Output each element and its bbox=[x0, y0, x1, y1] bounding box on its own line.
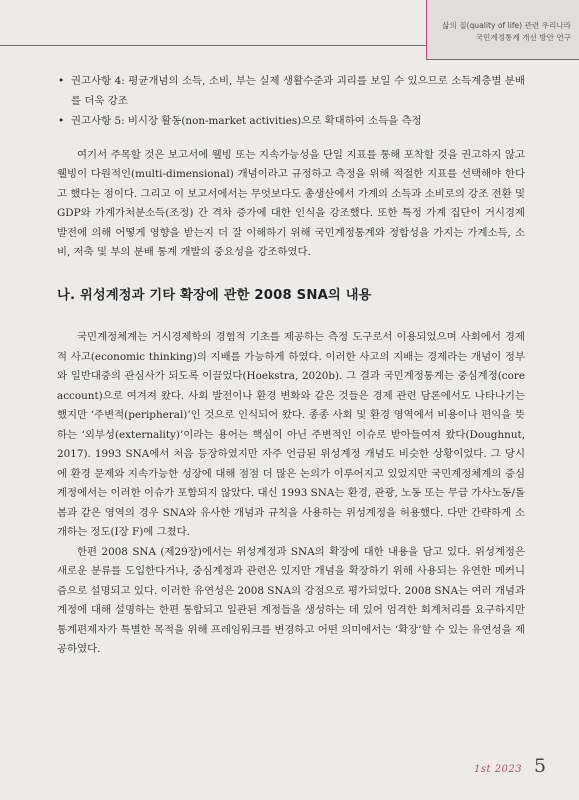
running-header-rule bbox=[0, 45, 426, 46]
footer-journal-issue: 1st 2023 bbox=[474, 764, 523, 775]
bullet-item-recommendation-5: • 권고사항 5: 비시장 활동(non-market activities)으로 확대하여 소득을 측정 bbox=[57, 112, 525, 132]
running-header-line2: 국민계정통계 개선 방안 연구 bbox=[475, 33, 571, 42]
section-heading: 나. 위성계정과 기타 확장에 관한 2008 SNA의 내용 bbox=[57, 287, 372, 303]
bullet-item-recommendation-4: • 권고사항 4: 평균개념의 소득, 소비, 부는 실제 생활수준과 괴리를 보일 수 있으므로 소득계층별 분배를 더욱 강조 bbox=[57, 72, 525, 111]
paragraph-national-accounts: 국민계정체계는 거시경제학의 경험적 기초를 제공하는 측정 도구로서 이용되었으며 사회에서 경제적 사고(economic thinking)의 지배를 가능하게 하였다. 이러한 사고의 지배는 경제라는 개념이 정부와 일반대중의 관심사가 되도록 이끌었다(Hoekstra, 2020b). 그 결과 국민계정통계는 중심계정(core account)으로 여겨져 왔다. 사회 발전이나 환경 변화와 같은 것들은 경제 관련 담론에서도 나타나기는 했지만 ‘주변적(peripheral)’인 것으로 인식되어 왔다. 종종 사회 및 환경 영역에서 비용이나 편익을 뜻하는 ‘외부성(externality)’이라는 용어는 핵심이 아닌 주변적인 이슈로 받아들여져 왔다(Doughnut, 2017). 1993 SNA에서 처음 등장하였지만 자주 언급된 위성계정 개념도 비슷한 상황이었다. 그 당시에 환경 문제와 지속가능한 성장에 대해 점점 더 많은 논의가 이루어지고 있었지만 국민계정체계의 중심계정에서는 이러한 이슈가 포함되지 않았다. 대신 1993 SNA는 환경, 관광, 노동 또는 무급 가사노동/돌봄과 같은 영역의 경우 SNA와 유사한 개념과 규칙을 사용하는 위성계정을 허용했다. 다만 간략하게 소개하는 정도(I장 F)에 그쳤다. bbox=[57, 331, 525, 538]
body-content bbox=[57, 72, 525, 660]
paragraph-2008-sna: 한편 2008 SNA (제29장)에서는 위성계정과 SNA의 확장에 대한 내용을 담고 있다. 위성계정은 새로운 분류를 도입한다거나, 중심계정과 관련은 있지만 개념을 확장하기 위해 사용되는 유연한 메커니즘으로 설명되고 있다. 이러한 유연성은 2008 SNA의 강점으로 평가되었다. 2008 SNA는 여러 개념과 계정에 대해 설명하는 한편 통합되고 일관된 계정들을 생성하는 데 있어 엄격한 회계처리를 요구하지만 통계편제자가 특별한 목적을 위해 프레임워크를 변경하고 어떤 의미에서는 ‘확장’할 수 있는 유연성을 제공하였다. bbox=[57, 545, 525, 655]
running-header bbox=[426, 0, 579, 60]
page-number: 5 bbox=[534, 755, 547, 777]
paragraph-report-focus: 여기서 주목할 것은 보고서에 웰빙 또는 지속가능성을 단일 지표를 통해 포착할 것을 권고하지 않고 웰빙이 다원적인(multi-dimensional) 개념이라고 규정하고 측정을 위해 적절한 지표를 선택해야 한다고 했다는 점이다. 그리고 이 보고서에서는 무엇보다도 총생산에서 가계의 소득과 소비로의 강조 전환 및 GDP와 가계가처분소득(조정) 간 격차 증가에 대한 인식을 강조했다. 또한 특정 가계 집단이 거시경제 발전에 의해 어떻게 영향을 받는지 더 잘 이해하기 위해 국민계정통계와 정합성을 가지는 가계소득, 소비, 저축 및 부의 분배 통계 개발의 중요성을 강조하였다. bbox=[57, 148, 525, 258]
running-header-line1: 삶의 질(quality of life) 관련 우리나라 bbox=[442, 21, 571, 30]
